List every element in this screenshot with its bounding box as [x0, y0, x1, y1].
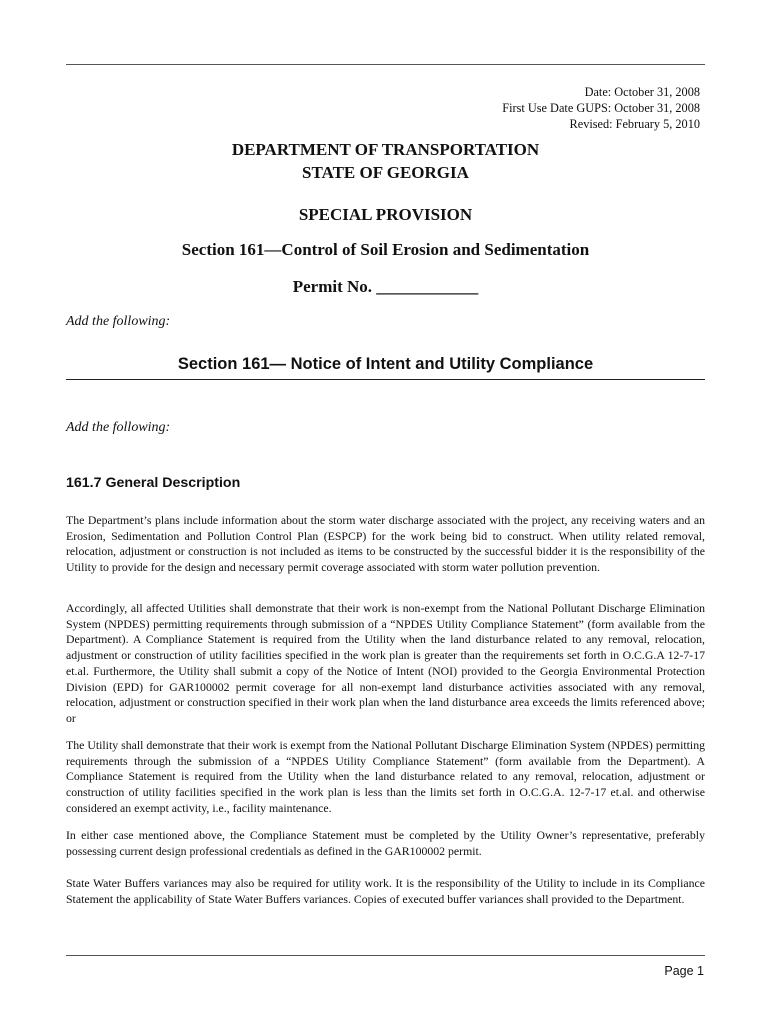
permit-number-line: Permit No. ____________ [292, 277, 479, 296]
page-number: Page 1 [664, 964, 704, 978]
paragraph-1 [66, 513, 705, 576]
section-title: Section 161—Control of Soil Erosion and Sedimentation [181, 240, 590, 259]
paragraph-text: The Department’s plans include information about the storm water discharge associated with the project, any receiving waters and an Erosion, Sedimentation and Pollution Control Plan (ESPCP) for the work being bid to construct. When utility related removal, relocation, adjustment or construction is not included as items to be constructed by the successful bidder it is the responsibility of the Utility to provide for the design and necessary permit coverage associated with storm water pollution prevention. [66, 513, 705, 575]
subsection-heading: 161.7 General Description [66, 475, 241, 491]
add-following-instruction-2: Add the following: [66, 420, 171, 435]
date-line: Date: October 31, 2008 [584, 85, 700, 99]
footer-rule [66, 955, 705, 956]
paragraph-text: The Utility shall demonstrate that their work is exempt from the National Pollutant Discharge Elimination System (NPDES) permitting requirements through the submission of a “NPDES Utility Compliance Statement” (form available from the Department). A Compliance Statement is required from the Utility when the land disturbance related to any removal, relocation, adjustment or construction of utility facilities specified in the work plan is less than the limits set forth in O.C.G.A. 12-7-17 et.al. and otherwise considered an exempt activity, i.e., facility maintenance. [66, 738, 705, 815]
paragraph-4 [66, 828, 705, 859]
paragraph-3 [66, 738, 705, 817]
revised-date-line: Revised: February 5, 2010 [569, 117, 700, 131]
paragraph-2 [66, 601, 705, 727]
first-use-date-line: First Use Date GUPS: October 31, 2008 [502, 101, 700, 115]
paragraph-text: In either case mentioned above, the Compliance Statement must be completed by the Utility Owner’s representative, preferably possessing current design professional credentials as defined in the GAR100002 permit. [66, 828, 705, 858]
paragraph-text: State Water Buffers variances may also be required for utility work. It is the responsibility of the Utility to include in its Compliance Statement the applicability of State Water Buffers variances. Copies of executed buffer variances shall provided to the Department. [66, 876, 705, 906]
document-meta [502, 84, 700, 132]
add-following-instruction: Add the following: [66, 314, 171, 329]
paragraph-5 [66, 876, 705, 907]
state-title: STATE OF GEORGIA [302, 163, 469, 182]
paragraph-text: Accordingly, all affected Utilities shall demonstrate that their work is non-exempt from the National Pollutant Discharge Elimination System (NPDES) permitting requirements through submission of a “NPDES Utility Compliance Statement” (form available from the Department). A Compliance Statement is required from the Utility when the land disturbance related to any removal, relocation, adjustment or construction of utility facilities specified in the work plan is greater than the requirements set forth in O.C.G.A 12-7-17 et.al. Furthermore, the Utility shall submit a copy of the Notice of Intent (NOI) provided to the Georgia Environmental Protection Division (EPD) for GAR100002 permit coverage for all non-exempt land disturbance activities associated with any removal, relocation, adjustment or construction specified in their work plan when the land disturbance area exceeds the limits referenced above; or [66, 601, 705, 725]
special-provision-title: SPECIAL PROVISION [298, 205, 473, 224]
notice-heading-rule [66, 379, 705, 380]
notice-heading: Section 161— Notice of Intent and Utility Compliance [177, 355, 594, 373]
department-title: DEPARTMENT OF TRANSPORTATION [231, 140, 540, 159]
top-rule [66, 64, 705, 65]
